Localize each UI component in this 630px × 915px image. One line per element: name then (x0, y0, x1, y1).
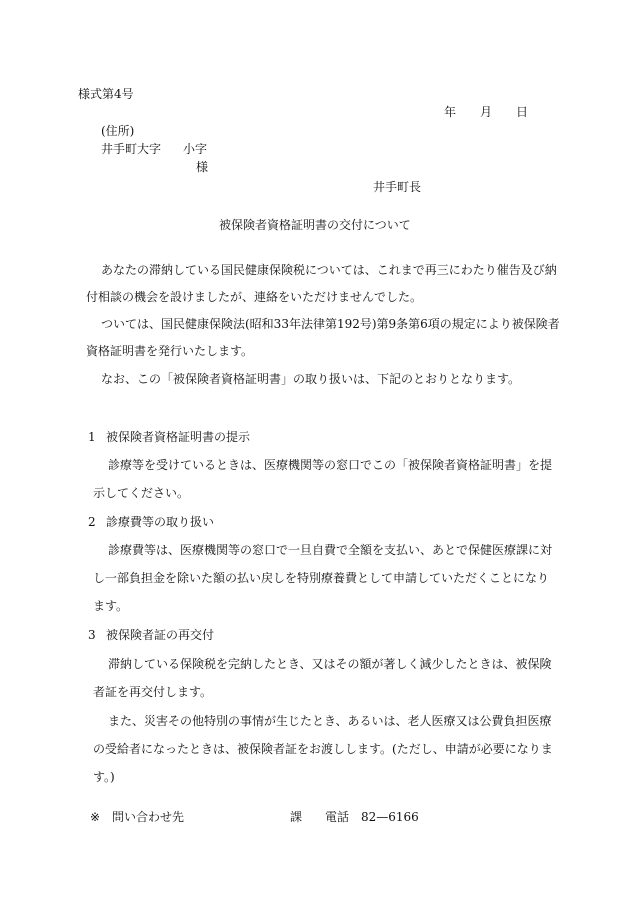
phone-number: 82—6166 (361, 810, 419, 824)
body-p1-line1: あなたの滞納している国民健康保険税については、これまで再三にわたり催告及び納 (101, 263, 557, 277)
section-suffix: 課 (290, 810, 303, 824)
section-1-number: 1 (88, 430, 96, 444)
body-p3-line1: なお、この「被保険者資格証明書」の取り扱いは、下記のとおりとなります。 (101, 372, 521, 386)
section-1-line1: 診療等を受けているときは、医療機関等の窓口でこの「被保険者資格証明書」を提 (108, 458, 553, 472)
reference-mark: ※ (90, 810, 101, 824)
body-p2-line2: 資格証明書を発行いたします。 (86, 344, 254, 358)
inquiry-label: 問い合わせ先 (112, 810, 185, 824)
section-2-heading: 診療費等の取り扱い (106, 515, 215, 529)
issuer-name: 井手町長 (373, 180, 422, 194)
date-month: 月 (480, 105, 493, 119)
section-2-line3: ます。 (93, 599, 129, 613)
form-number: 様式第4号 (78, 87, 134, 101)
section-1-line2: 示してください。 (93, 486, 190, 500)
section-3-p2-line3: す。) (93, 770, 115, 784)
section-3-p2-line2: の受給者になったときは、被保険者証をお渡しします。(ただし、申請が必要になりま (93, 742, 553, 756)
address-label: (住所) (101, 124, 135, 138)
recipient-honorific: 様 (196, 160, 209, 174)
section-3-heading: 被保険者証の再交付 (106, 628, 215, 642)
phone-label: 電話 (325, 810, 350, 824)
section-3-p1-line2: 者証を再交付します。 (93, 685, 213, 699)
section-2-line1: 診療費等は、医療機関等の窓口で一旦自費で全額を支払い、あとで保健医療課に対 (108, 543, 553, 557)
body-p1-line2: 付相談の機会を設けましたが、連絡をいただけませんでした。 (86, 290, 423, 304)
address-hamlet: 小字 (183, 142, 208, 156)
document-title: 被保険者資格証明書の交付について (219, 218, 411, 232)
date-year: 年 (444, 105, 457, 119)
section-1-heading: 被保険者資格証明書の提示 (106, 430, 251, 444)
section-2-number: 2 (88, 515, 96, 529)
address-town: 井手町大字 (101, 142, 162, 156)
section-3-p2-line1: また、災害その他特別の事情が生じたとき、あるいは、老人医療又は公費負担医療 (108, 714, 552, 728)
section-3-p1-line1: 滞納している保険税を完納したとき、又はその額が著しく減少したときは、被保険 (108, 657, 552, 671)
section-2-line2: し一部負担金を除いた額の払い戻しを特別療養費として申請していただくことになり (93, 571, 550, 585)
date-day: 日 (516, 105, 529, 119)
body-p2-line1: ついては、国民健康保険法(昭和33年法律第192号)第9条第6項の規定により被保険者 (101, 317, 560, 331)
section-3-number: 3 (88, 628, 96, 642)
